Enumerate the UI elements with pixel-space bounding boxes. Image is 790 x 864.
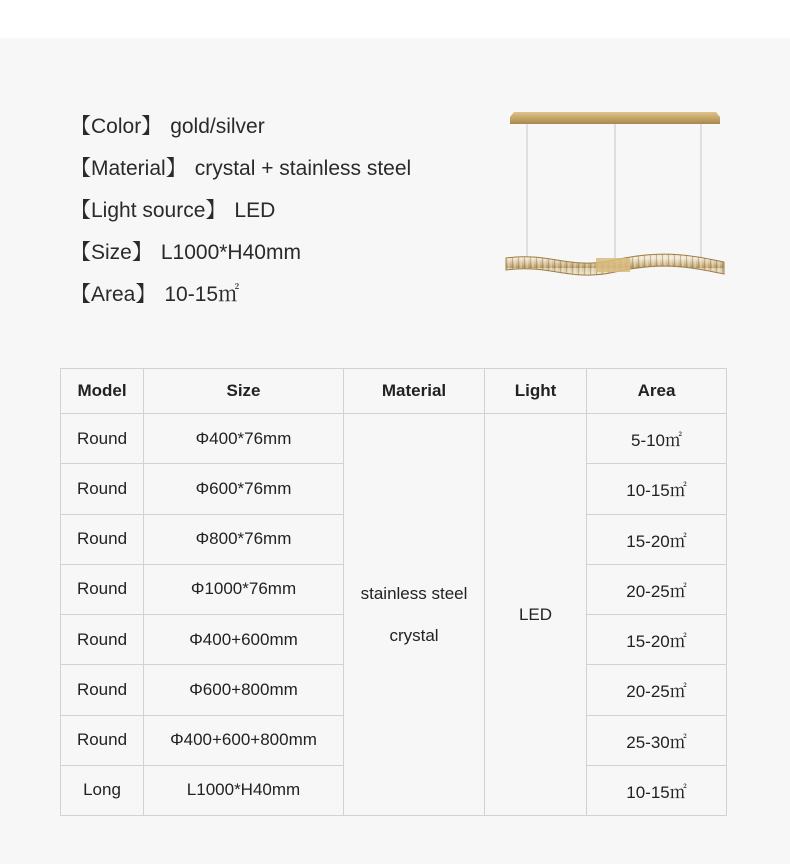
cell-model: Round — [61, 615, 144, 665]
cell-area: 20-25㎡ — [587, 564, 727, 614]
cell-model: Round — [61, 715, 144, 765]
spec-value: L1000*H40mm — [160, 241, 301, 264]
spec-value: crystal + stainless steel — [194, 157, 412, 180]
cell-model: Round — [61, 414, 144, 464]
cell-size: Φ1000*76mm — [144, 564, 344, 614]
cell-area: 25-30㎡ — [587, 715, 727, 765]
spec-value: 10-15㎡ — [164, 283, 240, 306]
lamp-center-clip — [596, 258, 630, 272]
cell-size: Φ600+800mm — [144, 665, 344, 715]
spec-label: 【Material】 — [70, 157, 187, 180]
header-model: Model — [61, 369, 144, 414]
spec-list — [70, 110, 490, 320]
pendant-lamp-image — [500, 108, 730, 283]
cell-model: Round — [61, 464, 144, 514]
spec-label: 【Area】 — [70, 283, 157, 306]
spec-area — [70, 278, 490, 320]
cell-model: Round — [61, 514, 144, 564]
spec-material — [70, 152, 490, 194]
cell-model: Long — [61, 765, 144, 815]
cell-size: Φ800*76mm — [144, 514, 344, 564]
material-line: crystal — [389, 625, 439, 645]
lamp-canopy — [510, 112, 720, 124]
cell-size: L1000*H40mm — [144, 765, 344, 815]
cell-size: Φ400+600mm — [144, 615, 344, 665]
cell-size: Φ400+600+800mm — [144, 715, 344, 765]
header-area: Area — [587, 369, 727, 414]
table-header-row — [61, 369, 727, 414]
cell-size: Φ600*76mm — [144, 464, 344, 514]
spec-size — [70, 236, 490, 278]
cell-light: LED — [485, 414, 587, 816]
spec-color — [70, 110, 490, 152]
spec-label: 【Size】 — [70, 241, 153, 264]
header-size: Size — [144, 369, 344, 414]
cell-area: 5-10㎡ — [587, 414, 727, 464]
cell-area: 10-15㎡ — [587, 464, 727, 514]
spec-value: gold/silver — [170, 115, 265, 138]
table-row — [61, 414, 727, 464]
cell-size: Φ400*76mm — [144, 414, 344, 464]
cell-material — [344, 414, 485, 816]
spec-value: LED — [234, 199, 276, 222]
cell-area: 10-15㎡ — [587, 765, 727, 815]
header-material: Material — [344, 369, 485, 414]
cell-model: Round — [61, 665, 144, 715]
spec-light-source — [70, 194, 490, 236]
cell-area: 15-20㎡ — [587, 615, 727, 665]
spec-label: 【Color】 — [70, 115, 163, 138]
specification-table — [60, 368, 727, 816]
cell-model: Round — [61, 564, 144, 614]
header-light: Light — [485, 369, 587, 414]
cell-area: 20-25㎡ — [587, 665, 727, 715]
cell-area: 15-20㎡ — [587, 514, 727, 564]
material-line: stainless steel — [360, 583, 468, 603]
spec-label: 【Light source】 — [70, 199, 227, 222]
